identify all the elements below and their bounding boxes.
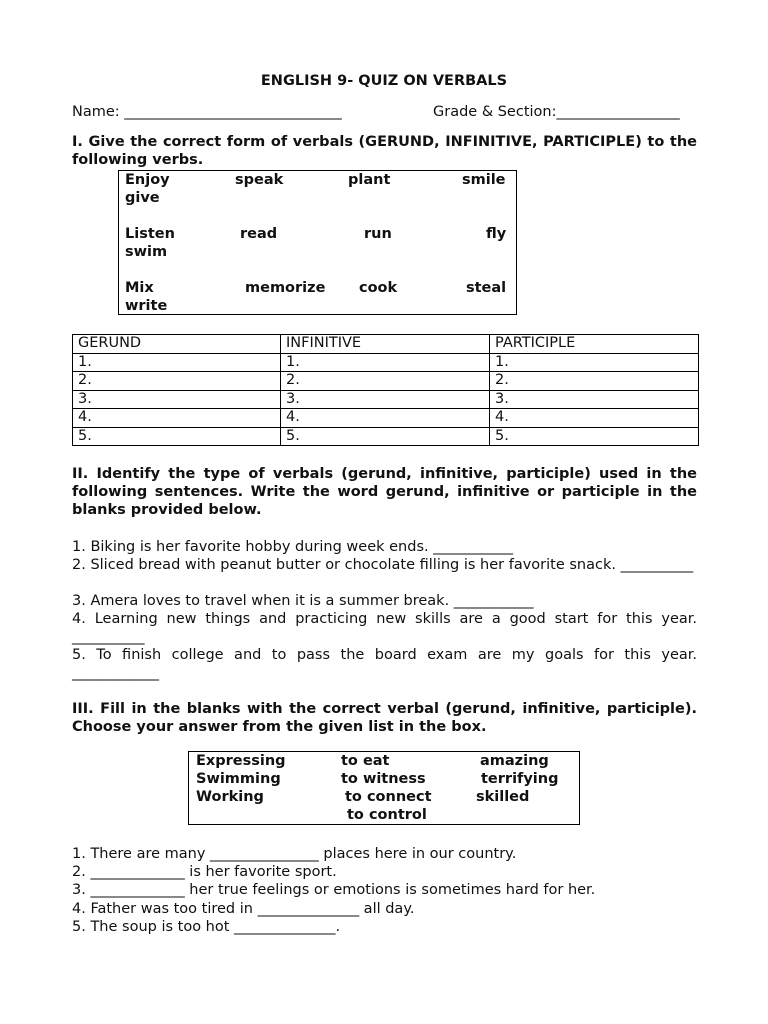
choice-item: to eat bbox=[341, 753, 390, 769]
part2-item-3: 3. Amera loves to travel when it is a summer break. ___________ bbox=[72, 593, 534, 609]
verb-list-box bbox=[118, 170, 517, 315]
answer-cell[interactable]: 3. bbox=[281, 390, 490, 409]
answer-table-row bbox=[73, 372, 699, 391]
answer-cell[interactable]: 4. bbox=[281, 409, 490, 428]
part2-item-4: 4. Learning new things and practicing new skills are a good start for this year. __________ bbox=[72, 611, 697, 645]
part3-instructions: III. Fill in the blanks with the correct verbal (gerund, infinitive, participle). Choose your answer from the given list in the box. bbox=[72, 701, 697, 735]
verb-item: memorize bbox=[245, 280, 326, 296]
name-blank[interactable]: ______________________________ bbox=[124, 104, 342, 120]
part2-item-1: 1. Biking is her favorite hobby during week ends. ___________ bbox=[72, 539, 513, 555]
choice-item: to connect bbox=[345, 789, 432, 805]
grade-section-blank[interactable]: _________________ bbox=[556, 104, 680, 120]
answer-table bbox=[72, 334, 699, 446]
verb-item: smile bbox=[462, 172, 506, 188]
part3-item-1: 1. There are many _______________ places here in our country. bbox=[72, 846, 517, 862]
choice-item: amazing bbox=[480, 753, 549, 769]
column-header-infinitive: INFINITIVE bbox=[281, 335, 490, 354]
answer-cell[interactable]: 5. bbox=[73, 427, 281, 446]
choice-item: to control bbox=[347, 807, 427, 823]
choice-item: skilled bbox=[476, 789, 530, 805]
choice-item: Working bbox=[196, 789, 264, 805]
grade-section-field[interactable] bbox=[433, 103, 680, 121]
column-header-participle: PARTICIPLE bbox=[490, 335, 699, 354]
answer-cell[interactable]: 2. bbox=[73, 372, 281, 391]
column-header-gerund: GERUND bbox=[73, 335, 281, 354]
verb-item: Listen bbox=[125, 226, 175, 242]
verb-item: give bbox=[125, 190, 160, 206]
answer-cell[interactable]: 3. bbox=[73, 390, 281, 409]
verb-item: run bbox=[364, 226, 392, 242]
part2-instructions: II. Identify the type of verbals (gerund, infinitive, participle) used in the following sentences. Write the word gerund, infinitive or participle in the blanks provided below. bbox=[72, 466, 697, 518]
verb-item: write bbox=[125, 298, 168, 314]
part2-item-2: 2. Sliced bread with peanut butter or chocolate filling is her favorite snack. __________ bbox=[72, 557, 694, 573]
answer-cell[interactable]: 1. bbox=[281, 353, 490, 372]
part2-item-5: 5. To finish college and to pass the board exam are my goals for this year. ____________ bbox=[72, 647, 697, 681]
choice-item: terrifying bbox=[481, 771, 559, 787]
verb-item: fly bbox=[486, 226, 507, 242]
answer-table-row bbox=[73, 390, 699, 409]
answer-cell[interactable]: 1. bbox=[73, 353, 281, 372]
page-title: ENGLISH 9- QUIZ ON VERBALS bbox=[260, 73, 508, 89]
verb-item: Mix bbox=[125, 280, 154, 296]
answer-table-header-row bbox=[73, 335, 699, 354]
verb-item: steal bbox=[466, 280, 507, 296]
answer-table-row bbox=[73, 353, 699, 372]
verb-item: plant bbox=[348, 172, 391, 188]
answer-cell[interactable]: 5. bbox=[490, 427, 699, 446]
answer-table-row bbox=[73, 427, 699, 446]
part3-item-5: 5. The soup is too hot ______________. bbox=[72, 919, 341, 935]
name-label: Name: bbox=[72, 104, 120, 120]
part3-item-2: 2. _____________ is her favorite sport. bbox=[72, 864, 337, 880]
answer-cell[interactable]: 3. bbox=[490, 390, 699, 409]
answer-cell[interactable]: 5. bbox=[281, 427, 490, 446]
answer-cell[interactable]: 2. bbox=[490, 372, 699, 391]
part1-instructions: I. Give the correct form of verbals (GERUND, INFINITIVE, PARTICIPLE) to the following verbs. bbox=[72, 134, 697, 168]
part3-item-4: 4. Father was too tired in ______________ all day. bbox=[72, 901, 415, 917]
choice-item: Swimming bbox=[196, 771, 281, 787]
answer-cell[interactable]: 2. bbox=[281, 372, 490, 391]
answer-cell[interactable]: 4. bbox=[73, 409, 281, 428]
verb-item: Enjoy bbox=[125, 172, 170, 188]
grade-section-label: Grade & Section: bbox=[433, 104, 557, 120]
choice-item: Expressing bbox=[196, 753, 286, 769]
verb-item: cook bbox=[359, 280, 398, 296]
answer-cell[interactable]: 4. bbox=[490, 409, 699, 428]
part3-item-3: 3. _____________ her true feelings or emotions is sometimes hard for her. bbox=[72, 882, 596, 898]
verb-item: read bbox=[240, 226, 278, 242]
verb-item: speak bbox=[235, 172, 284, 188]
answer-table-row bbox=[73, 409, 699, 428]
choices-box bbox=[188, 751, 580, 825]
verb-item: swim bbox=[125, 244, 168, 260]
choice-item: to witness bbox=[341, 771, 426, 787]
name-field[interactable] bbox=[72, 103, 342, 121]
answer-cell[interactable]: 1. bbox=[490, 353, 699, 372]
